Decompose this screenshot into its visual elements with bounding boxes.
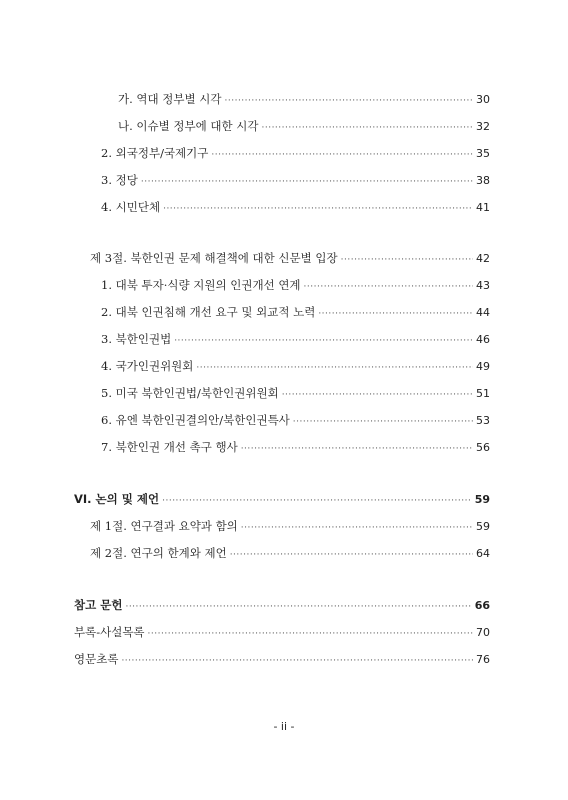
dot-leader: [163, 200, 473, 218]
dot-leader: [174, 332, 473, 350]
dot-leader: [318, 305, 473, 323]
toc-entry-label: 3. 북한인권법: [101, 332, 172, 346]
toc-entry-page: 42: [476, 252, 490, 265]
toc-entry[interactable]: [74, 650, 490, 668]
toc-entry-page: 30: [476, 93, 490, 106]
toc-entry-page: 59: [476, 520, 490, 533]
toc-entry-label: 영문초록: [74, 652, 119, 666]
toc-entry-page: 76: [476, 653, 490, 666]
toc-chapter-page: 59: [474, 493, 490, 506]
toc-entry-page: 70: [476, 626, 490, 639]
toc-entry-page: 38: [476, 174, 490, 187]
toc-entry-label: 제 1절. 연구결과 요약과 함의: [90, 519, 238, 533]
toc-entry-page: 43: [476, 279, 490, 292]
dot-leader: [196, 359, 473, 377]
dot-leader: [241, 440, 473, 458]
dot-leader: [230, 546, 473, 564]
toc-entry[interactable]: [101, 357, 490, 375]
toc-entry-label: 1. 대북 투자·식량 지원의 인권개선 연계: [101, 278, 301, 292]
page-number: - ii -: [273, 720, 295, 733]
toc-entry-label: 2. 대북 인권침해 개선 요구 및 외교적 노력: [101, 305, 316, 319]
toc-entry[interactable]: [101, 411, 490, 429]
toc-entry-page: 32: [476, 120, 490, 133]
toc-entry-label: 부록-사설목록: [74, 625, 145, 639]
toc-entry[interactable]: [101, 384, 490, 402]
toc-entry-page: 56: [476, 441, 490, 454]
toc-chapter-label: VI. 논의 및 제언: [74, 492, 160, 506]
toc-chapter-label: 참고 문헌: [74, 598, 123, 612]
toc-entry-label: 5. 미국 북한인권법/북한인권위원회: [101, 386, 279, 400]
toc-entry[interactable]: [101, 438, 490, 456]
toc-chapter-page: 66: [474, 599, 490, 612]
toc-entry-page: 53: [476, 414, 490, 427]
dot-leader: [261, 119, 473, 137]
toc-entry-label: 3. 정당: [101, 173, 138, 187]
toc-entry[interactable]: [101, 276, 490, 294]
toc-entry[interactable]: [101, 198, 490, 216]
toc-entry[interactable]: [90, 517, 490, 535]
dot-leader: [341, 251, 473, 269]
toc-entry-page: 35: [476, 147, 490, 160]
dot-leader: [304, 278, 473, 296]
toc-entry[interactable]: [118, 90, 490, 108]
toc-entry-label: 2. 외국정부/국제기구: [101, 146, 209, 160]
toc-entry-page: 41: [476, 201, 490, 214]
toc-entry-label: 나. 이슈별 정부에 대한 시각: [118, 119, 259, 133]
toc-entry-page: 51: [476, 387, 490, 400]
toc-entry-label: 4. 시민단체: [101, 200, 161, 214]
dot-leader: [162, 492, 472, 510]
toc-entry[interactable]: [90, 544, 490, 562]
toc-entry[interactable]: [74, 623, 490, 641]
toc-entry-label: 7. 북한인권 개선 촉구 행사: [101, 440, 238, 454]
toc-entry-page: 44: [476, 306, 490, 319]
dot-leader: [141, 173, 473, 191]
dot-leader: [121, 652, 473, 670]
toc-entry[interactable]: [101, 330, 490, 348]
toc-entry[interactable]: [101, 144, 490, 162]
toc-entry[interactable]: [101, 303, 490, 321]
toc-entry-label: 6. 유엔 북한인권결의안/북한인권특사: [101, 413, 290, 427]
dot-leader: [125, 598, 471, 616]
toc-entry-page: 46: [476, 333, 490, 346]
toc-entry-page: 64: [476, 547, 490, 560]
toc-entry[interactable]: [90, 249, 490, 267]
toc-entry-label: 제 2절. 연구의 한계와 제언: [90, 546, 227, 560]
toc-entry-label: 가. 역대 정부별 시각: [118, 92, 222, 106]
toc-chapter[interactable]: [74, 490, 490, 508]
toc-entry-label: 4. 국가인권위원회: [101, 359, 194, 373]
dot-leader: [225, 92, 474, 110]
dot-leader: [148, 625, 473, 643]
toc-entry[interactable]: [118, 117, 490, 135]
toc-entry-label: 제 3절. 북한인권 문제 해결책에 대한 신문별 입장: [90, 251, 338, 265]
dot-leader: [241, 519, 473, 537]
dot-leader: [282, 386, 473, 404]
toc-chapter[interactable]: [74, 596, 490, 614]
dot-leader: [211, 146, 473, 164]
toc-entry[interactable]: [101, 171, 490, 189]
toc-entry-page: 49: [476, 360, 490, 373]
dot-leader: [293, 413, 473, 431]
